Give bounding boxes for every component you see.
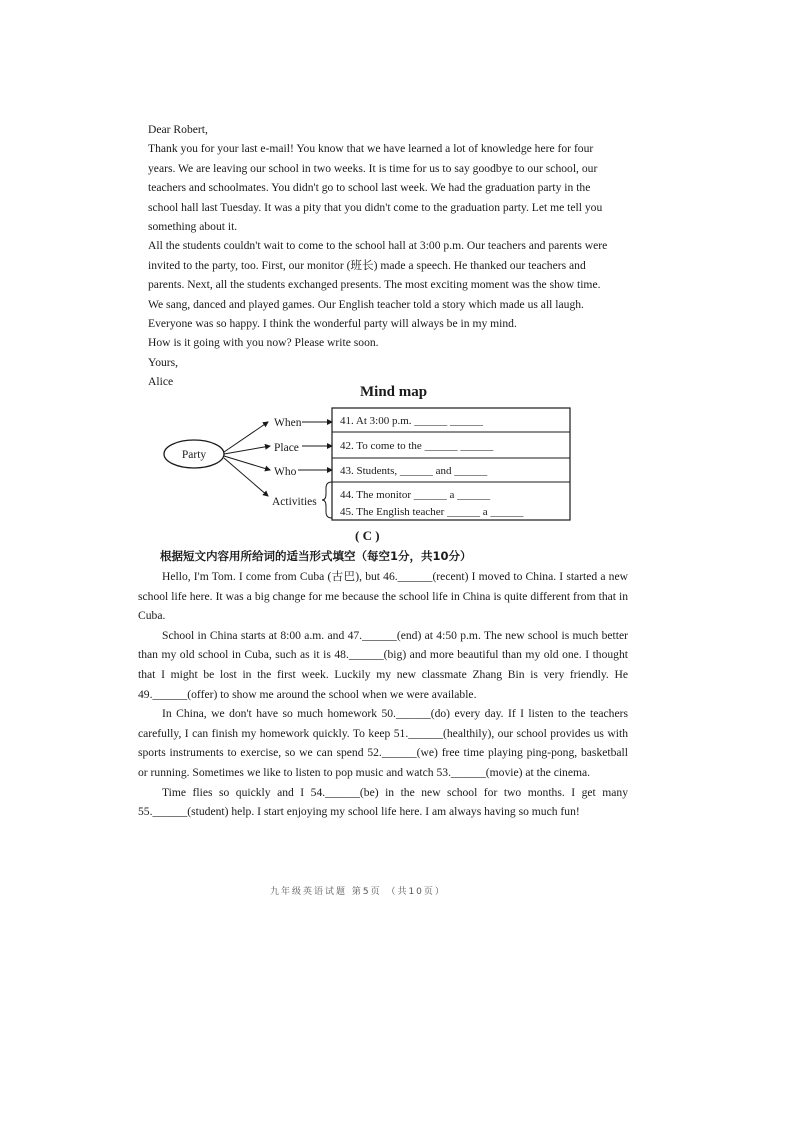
branch-label-who: Who <box>274 466 297 478</box>
instruction: 根据短文内容用所给词的适当形式填空（每空1分，共10分） <box>160 549 472 563</box>
passage-paragraph-3: In China, we don't have so much homework 50.______(do) every day. If I listen to the teachers carefully, I can finish my homework quickly. To keep 51.______(healthily), our school provides us with sports instruments to exercise, so we can spend 52.______(we) free time playing ping-pong, basketball or running. Sometimes we like to listen to pop music and watch 53.______(movie) at the cinema. <box>138 707 628 779</box>
letter <box>148 120 618 392</box>
branch-activities <box>224 458 268 496</box>
row-41: 41. At 3:00 p.m. ______ ______ <box>340 415 484 427</box>
letter-paragraph-2: All the students couldn't wait to come to the school hall at 3:00 p.m. Our teachers and parents were invited to the party, too. First, our monitor (班长) made a speech. He thanked our teachers and parents. Next, all the students exchanged presents. The most exciting moment was the show time. We sang, danced and played games. Our English teacher told a story which made us all laugh. Everyone was so happy. I think the wonderful party will always be in my mind. <box>148 239 608 331</box>
row-44: 44. The monitor ______ a ______ <box>340 489 491 501</box>
cloze-passage <box>138 567 628 822</box>
mind-map <box>160 384 580 524</box>
branch-label-place: Place <box>274 442 299 454</box>
branch-label-activities: Activities <box>272 496 317 508</box>
mind-map-diagram <box>160 384 580 524</box>
party-label: Party <box>181 449 207 461</box>
passage-paragraph-2: School in China starts at 8:00 a.m. and 47.______(end) at 4:50 p.m. The new school is much better than my old school in Cuba, such as it is 48.______(big) and more beautiful than my old one. I thought that I might be lost in the first week. Luckily my new classmate Zhang Bin is very friendly. He 49.______(offer) to show me around the school when we were available. <box>138 628 628 701</box>
letter-paragraph-1: Thank you for your last e-mail! You know that we have learned a lot of knowledge here for four years. We are leaving our school in two weeks. It is time for us to say goodbye to our school, our teachers and schoolmates. You didn't go to school last week. We had the graduation party in the school hall last Tuesday. It was a pity that you didn't come to the graduation party. Let me tell you something about it. <box>148 142 603 234</box>
row-42: 42. To come to the ______ ______ <box>340 440 494 452</box>
page-footer: 九年级英语试题 第5页 （共10页） <box>270 887 446 897</box>
letter-closing: Yours, <box>148 355 179 369</box>
passage-paragraph-1: Hello, I'm Tom. I come from Cuba (古巴), but 46.______(recent) I moved to China. I started a new school life here. It was a big change for me because the school life in China is quite different from that in Cuba. <box>138 570 628 623</box>
branch-who <box>224 456 270 470</box>
branch-label-when: When <box>274 417 302 429</box>
mind-map-title: Mind map <box>360 384 428 400</box>
letter-paragraph-3: How is it going with you now? Please write soon. <box>148 336 379 350</box>
row-45: 45. The English teacher ______ a ______ <box>340 506 524 518</box>
letter-salutation: Dear Robert, <box>148 123 208 136</box>
row-43: 43. Students, ______ and ______ <box>340 465 488 477</box>
letter-signature: Alice <box>148 375 174 389</box>
section-label: ( C ) <box>355 528 380 543</box>
passage-paragraph-4: Time flies so quickly and I 54.______(be) in the new school for two months. I get many 55.______(student) help. I start enjoying my school life here. I am always having so much fun! <box>138 785 628 819</box>
